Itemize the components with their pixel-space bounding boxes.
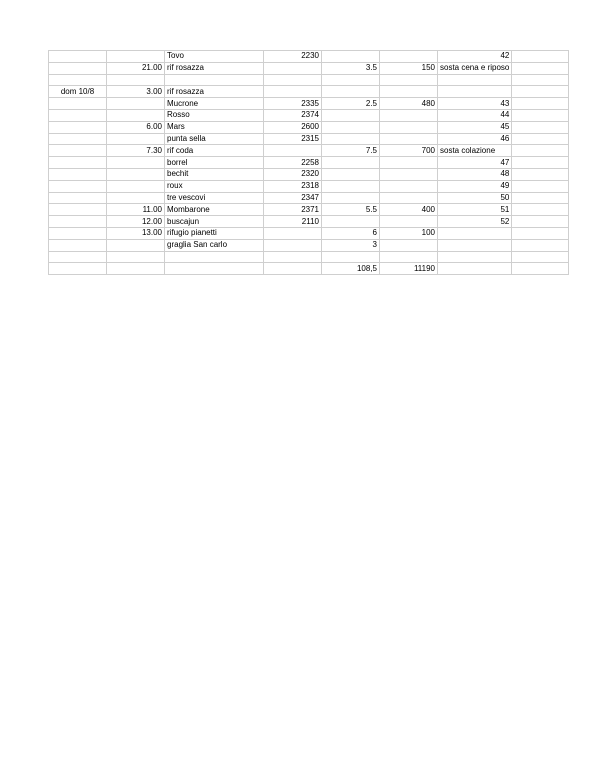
extra-cell[interactable] — [512, 168, 569, 180]
extra-cell[interactable] — [512, 251, 569, 263]
place-cell[interactable]: rif rosazza — [165, 62, 264, 74]
day-cell[interactable]: dom 10/8 — [49, 86, 107, 98]
table-row — [49, 180, 569, 192]
extra-cell[interactable] — [512, 62, 569, 74]
day-cell[interactable] — [49, 51, 107, 63]
ascent-cell[interactable]: 400 — [380, 204, 438, 216]
altitude-cell[interactable] — [264, 86, 322, 98]
number-note-cell[interactable]: 47 — [438, 157, 512, 169]
time-cell[interactable]: 13.00 — [107, 227, 165, 239]
day-cell[interactable] — [49, 251, 107, 263]
altitude-cell[interactable] — [264, 239, 322, 251]
place-cell[interactable]: graglia San carlo — [165, 239, 264, 251]
table-row — [49, 168, 569, 180]
hours-cell[interactable] — [322, 133, 380, 145]
time-cell[interactable] — [107, 109, 165, 121]
number-note-cell[interactable]: 48 — [438, 168, 512, 180]
number-note-cell[interactable] — [438, 74, 512, 86]
day-cell[interactable] — [49, 168, 107, 180]
day-cell[interactable] — [49, 133, 107, 145]
time-cell[interactable]: 7.30 — [107, 145, 165, 157]
place-cell[interactable] — [165, 74, 264, 86]
table-row — [49, 239, 569, 251]
day-cell[interactable] — [49, 204, 107, 216]
day-cell[interactable] — [49, 109, 107, 121]
extra-cell[interactable] — [512, 51, 569, 63]
number-note-cell[interactable]: sosta colazione — [438, 145, 512, 157]
table-row — [49, 263, 569, 275]
hours-cell[interactable]: 108,5 — [322, 263, 380, 275]
number-note-cell[interactable] — [438, 86, 512, 98]
ascent-cell[interactable] — [380, 180, 438, 192]
altitude-cell[interactable]: 2600 — [264, 121, 322, 133]
altitude-cell[interactable]: 2258 — [264, 157, 322, 169]
ascent-cell[interactable] — [380, 51, 438, 63]
table-row — [49, 157, 569, 169]
ascent-cell[interactable] — [380, 168, 438, 180]
number-note-cell[interactable] — [438, 239, 512, 251]
ascent-cell[interactable] — [380, 157, 438, 169]
hours-cell[interactable]: 5.5 — [322, 204, 380, 216]
ascent-cell[interactable] — [380, 109, 438, 121]
time-cell[interactable]: 3.00 — [107, 86, 165, 98]
place-cell[interactable]: Mucrone — [165, 98, 264, 110]
time-cell[interactable] — [107, 157, 165, 169]
time-cell[interactable] — [107, 74, 165, 86]
place-cell[interactable]: Mombarone — [165, 204, 264, 216]
ascent-cell[interactable]: 700 — [380, 145, 438, 157]
altitude-cell[interactable] — [264, 62, 322, 74]
place-cell[interactable]: buscajun — [165, 216, 264, 228]
extra-cell[interactable] — [512, 98, 569, 110]
time-cell[interactable] — [107, 98, 165, 110]
table-row — [49, 216, 569, 228]
altitude-cell[interactable]: 2230 — [264, 51, 322, 63]
place-cell[interactable]: tre vescovi — [165, 192, 264, 204]
ascent-cell[interactable] — [380, 74, 438, 86]
time-cell[interactable] — [107, 239, 165, 251]
table-row — [49, 145, 569, 157]
day-cell[interactable] — [49, 145, 107, 157]
hours-cell[interactable]: 3 — [322, 239, 380, 251]
place-cell[interactable]: bechit — [165, 168, 264, 180]
hours-cell[interactable]: 2.5 — [322, 98, 380, 110]
extra-cell[interactable] — [512, 180, 569, 192]
hours-cell[interactable] — [322, 168, 380, 180]
ascent-cell[interactable] — [380, 133, 438, 145]
extra-cell[interactable] — [512, 192, 569, 204]
hours-cell[interactable] — [322, 192, 380, 204]
extra-cell[interactable] — [512, 157, 569, 169]
day-cell[interactable] — [49, 227, 107, 239]
day-cell[interactable] — [49, 216, 107, 228]
day-cell[interactable] — [49, 263, 107, 275]
ascent-cell[interactable]: 480 — [380, 98, 438, 110]
place-cell[interactable]: borrel — [165, 157, 264, 169]
table-row — [49, 98, 569, 110]
extra-cell[interactable] — [512, 227, 569, 239]
table-row — [49, 204, 569, 216]
ascent-cell[interactable] — [380, 216, 438, 228]
number-note-cell[interactable]: 43 — [438, 98, 512, 110]
day-cell[interactable] — [49, 62, 107, 74]
altitude-cell[interactable] — [264, 227, 322, 239]
day-cell[interactable] — [49, 74, 107, 86]
extra-cell[interactable] — [512, 239, 569, 251]
hours-cell[interactable] — [322, 251, 380, 263]
time-cell[interactable] — [107, 192, 165, 204]
altitude-cell[interactable] — [264, 74, 322, 86]
altitude-cell[interactable]: 2315 — [264, 133, 322, 145]
ascent-cell[interactable] — [380, 239, 438, 251]
ascent-cell[interactable] — [380, 192, 438, 204]
ascent-cell[interactable] — [380, 86, 438, 98]
number-note-cell[interactable]: 50 — [438, 192, 512, 204]
time-cell[interactable]: 11.00 — [107, 204, 165, 216]
day-cell[interactable] — [49, 180, 107, 192]
time-cell[interactable]: 21.00 — [107, 62, 165, 74]
hours-cell[interactable] — [322, 86, 380, 98]
place-cell[interactable]: roux — [165, 180, 264, 192]
place-cell[interactable]: Mars — [165, 121, 264, 133]
place-cell[interactable]: rifugio pianetti — [165, 227, 264, 239]
extra-cell[interactable] — [512, 121, 569, 133]
time-cell[interactable] — [107, 133, 165, 145]
extra-cell[interactable] — [512, 263, 569, 275]
extra-cell[interactable] — [512, 109, 569, 121]
altitude-cell[interactable]: 2347 — [264, 192, 322, 204]
time-cell[interactable] — [107, 263, 165, 275]
spreadsheet-body — [49, 51, 569, 275]
altitude-cell[interactable] — [264, 263, 322, 275]
time-cell[interactable] — [107, 51, 165, 63]
ascent-cell[interactable]: 150 — [380, 62, 438, 74]
altitude-cell[interactable]: 2320 — [264, 168, 322, 180]
number-note-cell[interactable]: 51 — [438, 204, 512, 216]
number-note-cell[interactable]: 49 — [438, 180, 512, 192]
table-row — [49, 109, 569, 121]
table-row — [49, 51, 569, 63]
extra-cell[interactable] — [512, 204, 569, 216]
ascent-cell[interactable] — [380, 251, 438, 263]
time-cell[interactable]: 6.00 — [107, 121, 165, 133]
hours-cell[interactable] — [322, 121, 380, 133]
place-cell[interactable]: punta sella — [165, 133, 264, 145]
place-cell[interactable]: Rosso — [165, 109, 264, 121]
place-cell[interactable]: rif coda — [165, 145, 264, 157]
place-cell[interactable] — [165, 263, 264, 275]
table-row — [49, 74, 569, 86]
extra-cell[interactable] — [512, 86, 569, 98]
altitude-cell[interactable] — [264, 145, 322, 157]
spreadsheet-table — [48, 50, 569, 275]
time-cell[interactable] — [107, 180, 165, 192]
number-note-cell[interactable] — [438, 263, 512, 275]
hours-cell[interactable]: 7.5 — [322, 145, 380, 157]
table-row — [49, 121, 569, 133]
hours-cell[interactable] — [322, 180, 380, 192]
time-cell[interactable] — [107, 251, 165, 263]
extra-cell[interactable] — [512, 145, 569, 157]
altitude-cell[interactable]: 2374 — [264, 109, 322, 121]
extra-cell[interactable] — [512, 216, 569, 228]
table-row — [49, 227, 569, 239]
table-row — [49, 62, 569, 74]
extra-cell[interactable] — [512, 133, 569, 145]
ascent-cell[interactable] — [380, 121, 438, 133]
number-note-cell[interactable]: 46 — [438, 133, 512, 145]
number-note-cell[interactable]: 42 — [438, 51, 512, 63]
altitude-cell[interactable] — [264, 251, 322, 263]
altitude-cell[interactable]: 2318 — [264, 180, 322, 192]
number-note-cell[interactable] — [438, 227, 512, 239]
day-cell[interactable] — [49, 98, 107, 110]
hours-cell[interactable] — [322, 157, 380, 169]
hours-cell[interactable] — [322, 74, 380, 86]
altitude-cell[interactable]: 2335 — [264, 98, 322, 110]
day-cell[interactable] — [49, 157, 107, 169]
hours-cell[interactable] — [322, 109, 380, 121]
time-cell[interactable]: 12.00 — [107, 216, 165, 228]
extra-cell[interactable] — [512, 74, 569, 86]
number-note-cell[interactable]: 52 — [438, 216, 512, 228]
number-note-cell[interactable]: sosta cena e riposo — [438, 62, 512, 74]
hours-cell[interactable] — [322, 216, 380, 228]
time-cell[interactable] — [107, 168, 165, 180]
day-cell[interactable] — [49, 192, 107, 204]
altitude-cell[interactable]: 2110 — [264, 216, 322, 228]
place-cell[interactable]: Tovo — [165, 51, 264, 63]
place-cell[interactable] — [165, 251, 264, 263]
ascent-cell[interactable]: 11190 — [380, 263, 438, 275]
table-row — [49, 133, 569, 145]
altitude-cell[interactable]: 2371 — [264, 204, 322, 216]
table-row — [49, 86, 569, 98]
place-cell[interactable]: rif rosazza — [165, 86, 264, 98]
ascent-cell[interactable]: 100 — [380, 227, 438, 239]
table-row — [49, 251, 569, 263]
number-note-cell[interactable]: 44 — [438, 109, 512, 121]
day-cell[interactable] — [49, 121, 107, 133]
table-row — [49, 192, 569, 204]
hours-cell[interactable] — [322, 51, 380, 63]
hours-cell[interactable]: 3.5 — [322, 62, 380, 74]
number-note-cell[interactable] — [438, 251, 512, 263]
hours-cell[interactable]: 6 — [322, 227, 380, 239]
number-note-cell[interactable]: 45 — [438, 121, 512, 133]
day-cell[interactable] — [49, 239, 107, 251]
